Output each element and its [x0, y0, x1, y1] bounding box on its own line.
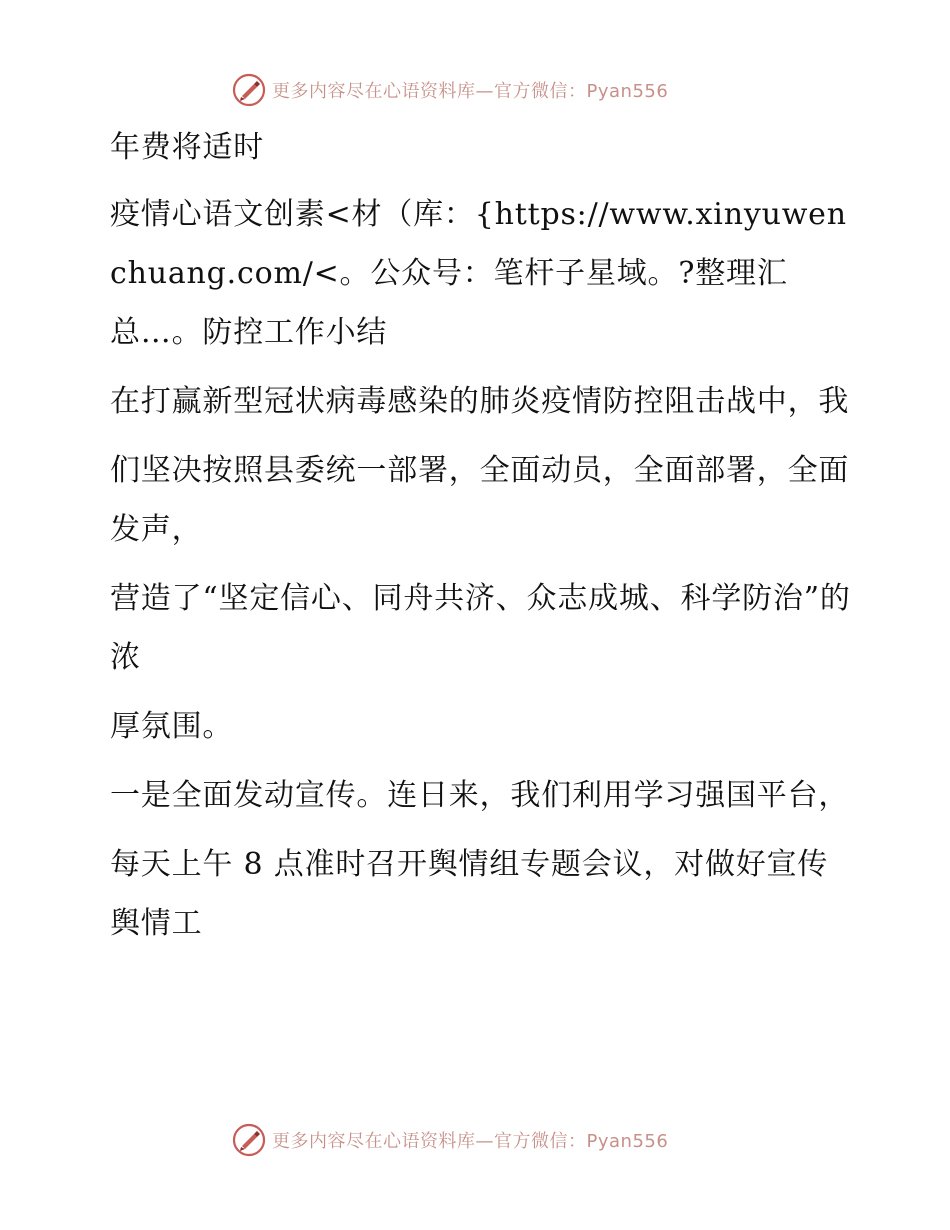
paragraph-7: 一是全面发动宣传。连日来，我们利用学习强国平台， — [110, 778, 850, 813]
paragraph-gap — [98, 559, 858, 569]
paragraph-2: 疫情心语文创素<材（库：{https://www.xinyuwenchuang.com/<。公众号：笔杆子星域。?整理汇总…。防控工作小结 — [110, 197, 847, 350]
paragraph-gap — [98, 825, 858, 835]
footer-watermark — [232, 1120, 732, 1160]
paragraph-gap — [98, 177, 858, 185]
paragraph-gap — [98, 756, 858, 766]
pen-circle-logo-icon — [232, 1123, 266, 1157]
paragraph-5: 营造了“坚定信心、同舟共济、众志成城、科学防治”的浓 — [110, 581, 851, 675]
paragraph-gap — [98, 687, 858, 697]
paragraph-gap — [98, 362, 858, 372]
paragraph-4: 们坚决按照县委统一部署，全面动员，全面部署，全面发声， — [110, 453, 850, 547]
document-content — [98, 118, 858, 953]
header-watermark — [232, 70, 732, 110]
pen-circle-logo-icon — [232, 73, 266, 107]
watermark-text: 更多内容尽在心语资料库—官方微信：Pyan556 — [272, 81, 669, 102]
paragraph-gap — [98, 431, 858, 441]
paragraph-1: 年费将适时 — [110, 130, 264, 165]
watermark-text: 更多内容尽在心语资料库—官方微信：Pyan556 — [272, 1131, 669, 1152]
paragraph-8: 每天上午 8 点准时召开舆情组专题会议，对做好宣传舆情工 — [110, 847, 829, 941]
paragraph-3: 在打赢新型冠状病毒感染的肺炎疫情防控阻击战中，我 — [110, 384, 850, 419]
paragraph-6: 厚氛围。 — [110, 709, 234, 744]
